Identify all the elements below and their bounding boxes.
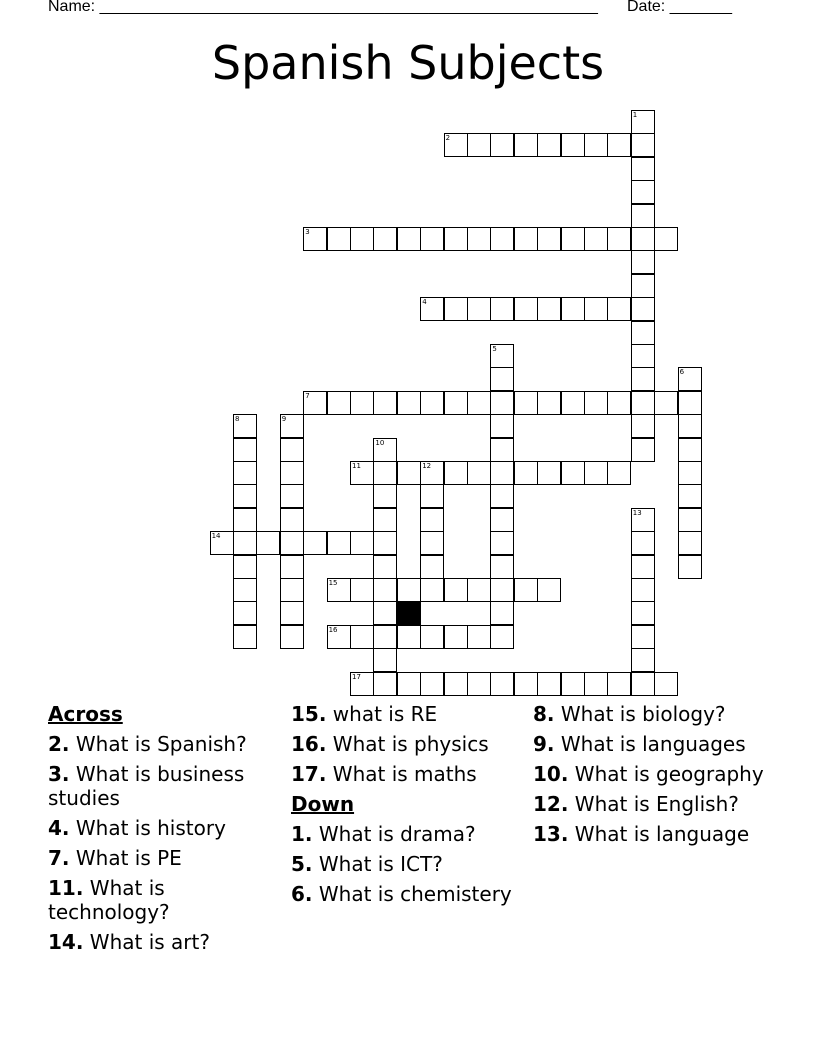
grid-cell[interactable] <box>607 672 631 696</box>
clue-column-1 <box>48 702 283 960</box>
grid-cell[interactable] <box>514 391 538 415</box>
grid-cell[interactable] <box>444 297 468 321</box>
clue-text: What is language <box>574 822 750 846</box>
grid-cell[interactable] <box>584 391 608 415</box>
grid-cell[interactable] <box>678 555 702 579</box>
grid-cell[interactable] <box>280 508 304 532</box>
grid-cell[interactable] <box>631 321 655 345</box>
grid-cell[interactable] <box>397 391 421 415</box>
grid-cell[interactable] <box>256 531 280 555</box>
grid-cell[interactable] <box>631 297 655 321</box>
clue-number: 13. <box>533 822 569 846</box>
grid-cell[interactable] <box>350 625 374 649</box>
grid-cell[interactable] <box>584 227 608 251</box>
grid-cell[interactable] <box>561 461 585 485</box>
name-line: Name: ________________________________________________________ <box>48 0 598 15</box>
grid-cell[interactable] <box>631 601 655 625</box>
clue-across-7 <box>48 846 283 870</box>
grid-cell[interactable] <box>490 672 514 696</box>
clue-number: 12. <box>533 792 569 816</box>
grid-cell[interactable] <box>373 461 397 485</box>
grid-cell[interactable] <box>373 531 397 555</box>
grid-cell[interactable] <box>373 391 397 415</box>
grid-cell[interactable] <box>373 648 397 672</box>
clue-down-10 <box>533 762 768 786</box>
grid-cell[interactable] <box>631 250 655 274</box>
grid-cell[interactable] <box>631 414 655 438</box>
grid-cell[interactable] <box>631 204 655 228</box>
cell-number: 9 <box>281 415 287 424</box>
grid-cell[interactable] <box>561 227 585 251</box>
grid-cell[interactable] <box>584 461 608 485</box>
grid-cell[interactable] <box>607 297 631 321</box>
grid-cell[interactable] <box>490 297 514 321</box>
clue-number: 10. <box>533 762 569 786</box>
grid-cell[interactable] <box>537 461 561 485</box>
grid-cell[interactable] <box>467 672 491 696</box>
grid-cell[interactable] <box>327 227 351 251</box>
clue-number: 5. <box>291 852 313 876</box>
grid-cell[interactable] <box>233 601 257 625</box>
cell-number: 12 <box>422 462 432 470</box>
grid-cell[interactable] <box>420 484 444 508</box>
clue-column-3 <box>533 702 768 852</box>
grid-cell[interactable] <box>467 461 491 485</box>
across-heading: Across <box>48 702 123 726</box>
grid-cell[interactable] <box>654 391 678 415</box>
grid-cell[interactable] <box>678 484 702 508</box>
cell-number: 3 <box>305 228 310 236</box>
grid-cell[interactable] <box>397 461 421 485</box>
clue-number: 4. <box>48 816 70 840</box>
clue-text: What is drama? <box>318 822 476 846</box>
clue-down-8 <box>533 702 768 726</box>
grid-cell[interactable] <box>350 531 374 555</box>
clue-down-5 <box>291 852 526 876</box>
grid-cell[interactable] <box>678 438 702 462</box>
grid-cell[interactable] <box>467 625 491 649</box>
grid-cell[interactable] <box>631 391 655 415</box>
grid-cell[interactable] <box>233 461 257 485</box>
grid-cell[interactable] <box>397 227 421 251</box>
clue-number: 17. <box>291 762 327 786</box>
grid-cell[interactable] <box>631 157 655 181</box>
grid-cell[interactable] <box>561 297 585 321</box>
grid-cell[interactable] <box>490 531 514 555</box>
grid-cell[interactable] <box>233 484 257 508</box>
grid-cell[interactable] <box>373 484 397 508</box>
clue-across-14 <box>48 930 283 954</box>
clue-text: What is maths <box>332 762 477 786</box>
grid-cell[interactable] <box>631 648 655 672</box>
grid-cell[interactable] <box>420 555 444 579</box>
grid-cell[interactable] <box>303 531 327 555</box>
grid-cell[interactable] <box>631 438 655 462</box>
grid-cell[interactable] <box>444 227 468 251</box>
grid-cell[interactable] <box>678 508 702 532</box>
cell-number: 6 <box>679 368 685 377</box>
clue-text: What is physics <box>332 732 489 756</box>
grid-cell[interactable] <box>490 461 514 485</box>
grid-cell[interactable] <box>280 484 304 508</box>
grid-cell[interactable] <box>607 133 631 157</box>
grid-cell[interactable] <box>514 297 538 321</box>
grid-cell[interactable] <box>514 133 538 157</box>
black-square <box>397 601 421 625</box>
grid-cell[interactable] <box>373 555 397 579</box>
grid-cell[interactable] <box>561 672 585 696</box>
clue-number: 7. <box>48 846 70 870</box>
grid-cell[interactable] <box>280 438 304 462</box>
grid-cell[interactable] <box>631 672 655 696</box>
clue-text: What is chemistery <box>318 882 512 906</box>
grid-cell[interactable] <box>607 461 631 485</box>
grid-cell[interactable] <box>537 133 561 157</box>
clue-across-11 <box>48 876 283 924</box>
grid-cell[interactable] <box>397 625 421 649</box>
grid-cell[interactable] <box>631 367 655 391</box>
cell-number: 15 <box>328 579 338 587</box>
date-line: Date: _______ <box>627 0 732 15</box>
grid-cell[interactable] <box>631 344 655 368</box>
grid-cell[interactable] <box>514 227 538 251</box>
grid-cell[interactable] <box>327 531 351 555</box>
grid-cell[interactable] <box>420 531 444 555</box>
grid-cell[interactable] <box>584 133 608 157</box>
grid-cell[interactable] <box>233 508 257 532</box>
grid-cell[interactable] <box>631 227 655 251</box>
clue-down-1 <box>291 822 526 846</box>
grid-cell[interactable] <box>490 625 514 649</box>
grid-cell[interactable] <box>233 438 257 462</box>
grid-cell[interactable] <box>537 578 561 602</box>
grid-cell[interactable] <box>490 438 514 462</box>
grid-cell[interactable] <box>631 555 655 579</box>
grid-cell[interactable] <box>490 578 514 602</box>
clue-number: 1. <box>291 822 313 846</box>
clue-text: What is PE <box>75 846 182 870</box>
grid-cell[interactable] <box>678 414 702 438</box>
grid-cell[interactable] <box>607 227 631 251</box>
grid-cell[interactable] <box>561 391 585 415</box>
grid-cell[interactable] <box>280 625 304 649</box>
grid-cell[interactable] <box>678 531 702 555</box>
grid-cell[interactable] <box>420 578 444 602</box>
clue-across-4 <box>48 816 283 840</box>
grid-cell[interactable] <box>280 601 304 625</box>
cell-number: 17 <box>352 672 361 681</box>
clue-number: 16. <box>291 732 327 756</box>
grid-cell[interactable] <box>233 531 257 555</box>
grid-cell[interactable] <box>490 133 514 157</box>
grid-cell[interactable] <box>490 484 514 508</box>
clue-number: 2. <box>48 732 70 756</box>
grid-cell[interactable] <box>490 391 514 415</box>
grid-cell[interactable] <box>280 461 304 485</box>
clue-down-12 <box>533 792 768 816</box>
grid-cell[interactable] <box>537 391 561 415</box>
grid-cell[interactable] <box>280 555 304 579</box>
grid-cell[interactable] <box>280 531 304 555</box>
grid-cell[interactable] <box>561 133 585 157</box>
clue-column-2 <box>291 702 526 912</box>
clue-number: 6. <box>291 882 313 906</box>
grid-cell[interactable] <box>678 391 702 415</box>
clue-number: 3. <box>48 762 70 786</box>
cell-number: 11 <box>352 462 361 470</box>
grid-cell[interactable] <box>233 555 257 579</box>
grid-cell[interactable] <box>514 672 538 696</box>
grid-cell[interactable] <box>420 227 444 251</box>
grid-cell[interactable] <box>420 391 444 415</box>
grid-cell[interactable] <box>397 672 421 696</box>
grid-cell[interactable] <box>490 367 514 391</box>
grid-cell[interactable] <box>490 555 514 579</box>
clue-across-17 <box>291 762 526 786</box>
grid-cell[interactable] <box>631 625 655 649</box>
grid-cell[interactable] <box>373 601 397 625</box>
grid-cell[interactable] <box>678 461 702 485</box>
grid-cell[interactable] <box>420 672 444 696</box>
grid-cell[interactable] <box>537 227 561 251</box>
clue-number: 8. <box>533 702 555 726</box>
cell-number: 4 <box>422 298 427 307</box>
clue-across-3 <box>48 762 283 810</box>
cell-number: 13 <box>632 508 642 517</box>
clue-across-15 <box>291 702 526 726</box>
cell-number: 5 <box>492 345 497 353</box>
clue-text: What is history <box>75 816 226 840</box>
grid-cell[interactable] <box>467 578 491 602</box>
clue-text: What is ICT? <box>318 852 443 876</box>
grid-cell[interactable] <box>631 578 655 602</box>
clue-down-13 <box>533 822 768 846</box>
page-title: Spanish Subjects <box>211 36 605 90</box>
down-heading: Down <box>291 792 355 816</box>
clue-text: what is RE <box>332 702 438 726</box>
grid-cell[interactable] <box>444 578 468 602</box>
grid-cell[interactable] <box>233 625 257 649</box>
cell-number: 16 <box>328 625 338 634</box>
cell-number: 1 <box>632 111 638 119</box>
clue-number: 15. <box>291 702 327 726</box>
clue-text: What is Spanish? <box>75 732 247 756</box>
cell-number: 7 <box>305 391 310 400</box>
grid-cell[interactable] <box>537 672 561 696</box>
grid-cell[interactable] <box>350 227 374 251</box>
clue-number: 14. <box>48 930 84 954</box>
clue-text: What is geography <box>574 762 764 786</box>
cell-number: 2 <box>445 134 451 143</box>
grid-cell[interactable] <box>631 274 655 298</box>
grid-cell[interactable] <box>514 578 538 602</box>
grid-cell[interactable] <box>631 133 655 157</box>
grid-cell[interactable] <box>631 531 655 555</box>
grid-cell[interactable] <box>444 461 468 485</box>
grid-cell[interactable] <box>467 297 491 321</box>
grid-cell[interactable] <box>327 391 351 415</box>
grid-cell[interactable] <box>537 297 561 321</box>
grid-cell[interactable] <box>373 672 397 696</box>
clue-text: What is languages <box>560 732 746 756</box>
grid-cell[interactable] <box>467 391 491 415</box>
grid-cell[interactable] <box>373 625 397 649</box>
grid-cell[interactable] <box>631 180 655 204</box>
grid-cell[interactable] <box>280 578 304 602</box>
grid-cell[interactable] <box>420 508 444 532</box>
grid-cell[interactable] <box>444 672 468 696</box>
cell-number: 14 <box>211 532 221 541</box>
clue-down-9 <box>533 732 768 756</box>
clue-down-6 <box>291 882 526 906</box>
grid-cell[interactable] <box>467 133 491 157</box>
clue-text: What is English? <box>574 792 739 816</box>
grid-cell[interactable] <box>420 625 444 649</box>
grid-cell[interactable] <box>233 578 257 602</box>
clue-across-2 <box>48 732 283 756</box>
grid-cell[interactable] <box>467 227 491 251</box>
grid-cell[interactable] <box>654 672 678 696</box>
clue-across-16 <box>291 732 526 756</box>
cell-number: 10 <box>375 438 385 447</box>
clue-text: What is biology? <box>560 702 726 726</box>
grid-cell[interactable] <box>350 578 374 602</box>
grid-cell[interactable] <box>373 578 397 602</box>
clue-text: What is art? <box>89 930 210 954</box>
grid-cell[interactable] <box>397 578 421 602</box>
grid-cell[interactable] <box>373 227 397 251</box>
grid-cell[interactable] <box>490 414 514 438</box>
grid-cell[interactable] <box>654 227 678 251</box>
grid-cell[interactable] <box>444 625 468 649</box>
cell-number: 8 <box>235 415 240 424</box>
clue-text: What is technology? <box>48 876 170 924</box>
grid-cell[interactable] <box>444 391 468 415</box>
grid-cell[interactable] <box>350 391 374 415</box>
grid-cell[interactable] <box>490 508 514 532</box>
clue-number: 11. <box>48 876 84 900</box>
clue-number: 9. <box>533 732 555 756</box>
grid-cell[interactable] <box>514 461 538 485</box>
clue-text: What is business studies <box>48 762 245 810</box>
grid-cell[interactable] <box>490 227 514 251</box>
grid-cell[interactable] <box>373 508 397 532</box>
grid-cell[interactable] <box>584 297 608 321</box>
grid-cell[interactable] <box>607 391 631 415</box>
grid-cell[interactable] <box>490 601 514 625</box>
grid-cell[interactable] <box>584 672 608 696</box>
